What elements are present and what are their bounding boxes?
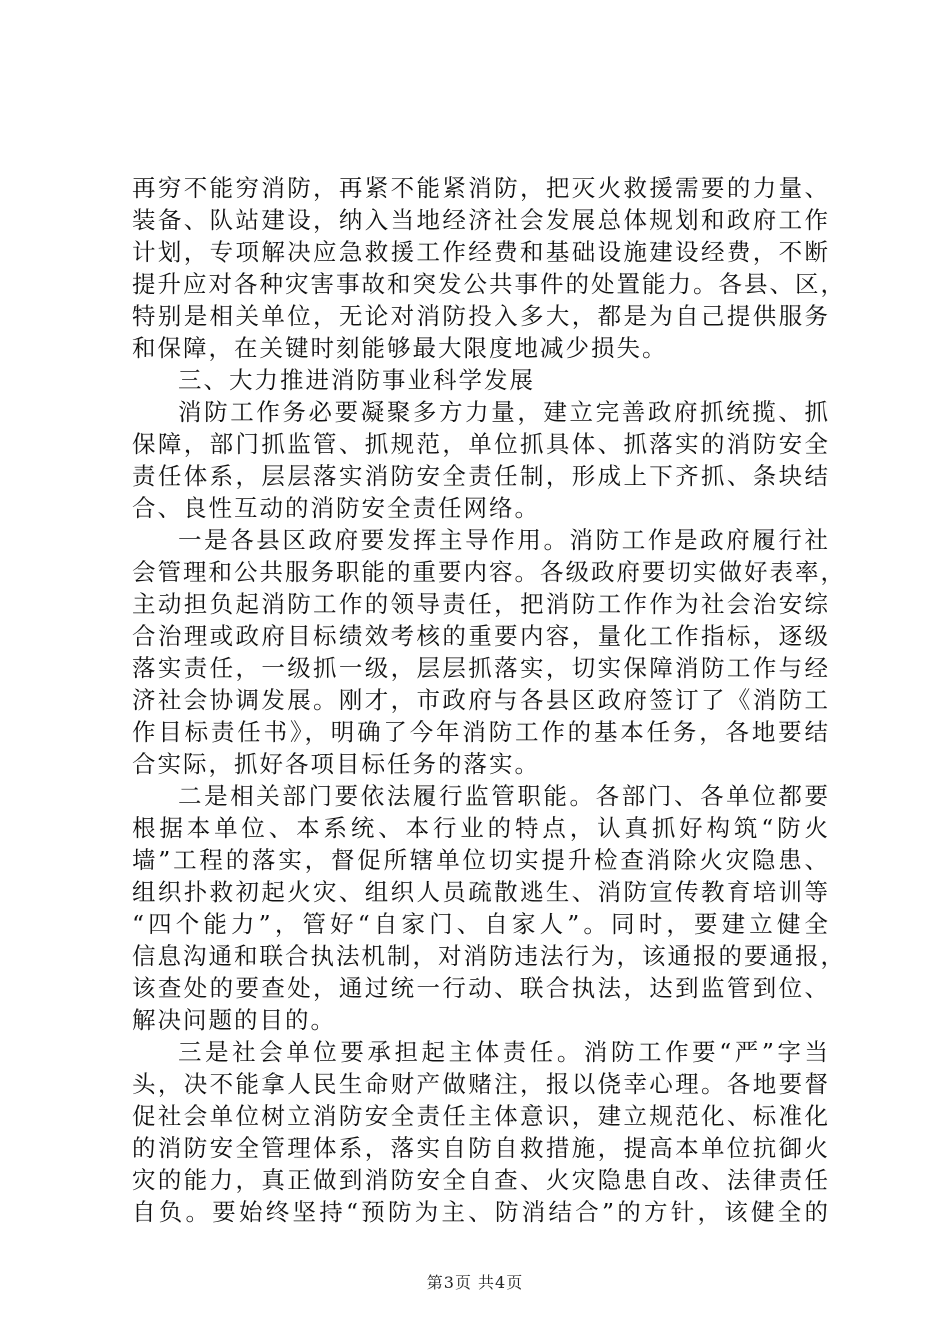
text-line: 促社会单位树立消防安全责任主体意识，建立规范化、标准化 [132,1102,830,1130]
text-line: 一是各县区政府要发挥主导作用。消防工作是政府履行社 [178,526,830,554]
text-line: 合、良性互动的消防安全责任网络。 [132,494,540,522]
text-line: 再穷不能穷消防，再紧不能紧消防，把灭火救援需要的力量、 [132,174,830,202]
page-number: 第3页 共4页 [426,1273,524,1292]
text-line: 解决问题的目的。 [132,1006,336,1034]
text-line: 的消防安全管理体系，落实自防自救措施，提高本单位抗御火 [132,1134,830,1162]
text-line: 头，决不能拿人民生命财产做赌注，报以侥幸心理。各地要督 [132,1070,830,1098]
text-line: 合实际，抓好各项目标任务的落实。 [132,750,540,778]
text-line: 合治理或政府目标绩效考核的重要内容，量化工作指标，逐级 [132,622,830,650]
text-line: 落实责任，一级抓一级，层层抓落实，切实保障消防工作与经 [132,654,830,682]
text-line: 信息沟通和联合执法机制，对消防违法行为，该通报的要通报， [132,942,846,970]
text-line: 提升应对各种灾害事故和突发公共事件的处置能力。各县、区， [132,270,846,298]
text-line: 灾的能力，真正做到消防安全自查、火灾隐患自改、法律责任 [132,1166,830,1194]
text-line: 和保障，在关键时刻能够最大限度地减少损失。 [132,334,668,362]
text-line: 计划，专项解决应急救援工作经费和基础设施建设经费，不断 [132,238,830,266]
text-line: 根据本单位、本系统、本行业的特点，认真抓好构筑“防火 [132,814,830,842]
text-line: 自负。要始终坚持“预防为主、防消结合”的方针，该健全的 [132,1198,830,1226]
text-line: 该查处的要查处，通过统一行动、联合执法，达到监管到位、 [132,974,830,1002]
text-line: 二是相关部门要依法履行监管职能。各部门、各单位都要 [178,782,830,810]
text-line: 责任体系，层层落实消防安全责任制，形成上下齐抓、条块结 [132,462,830,490]
text-line: 装备、队站建设，纳入当地经济社会发展总体规划和政府工作 [132,206,830,234]
text-line: 作目标责任书》，明确了今年消防工作的基本任务，各地要结 [132,718,830,746]
text-line: 主动担负起消防工作的领导责任，把消防工作作为社会治安综 [132,590,830,618]
text-line: 组织扑救初起火灾、组织人员疏散逃生、消防宣传教育培训等 [132,878,830,906]
text-line: 消防工作务必要凝聚多方力量，建立完善政府抓统揽、抓 [178,398,830,426]
text-line: 会管理和公共服务职能的重要内容。各级政府要切实做好表率， [132,558,846,586]
text-line: 保障，部门抓监管、抓规范，单位抓具体、抓落实的消防安全 [132,430,830,458]
text-line: 墙”工程的落实，督促所辖单位切实提升检查消除火灾隐患、 [132,846,830,874]
text-line: 济社会协调发展。刚才，市政府与各县区政府签订了《消防工 [132,686,830,714]
text-line: 三是社会单位要承担起主体责任。消防工作要“严”字当 [178,1038,830,1066]
text-line: 特别是相关单位，无论对消防投入多大，都是为自己提供服务 [132,302,830,330]
text-line: “四个能力”，管好“自家门、自家人”。同时，要建立健全 [132,910,830,938]
body-text [132,172,846,1228]
section-heading: 三、大力推进消防事业科学发展 [178,366,535,394]
